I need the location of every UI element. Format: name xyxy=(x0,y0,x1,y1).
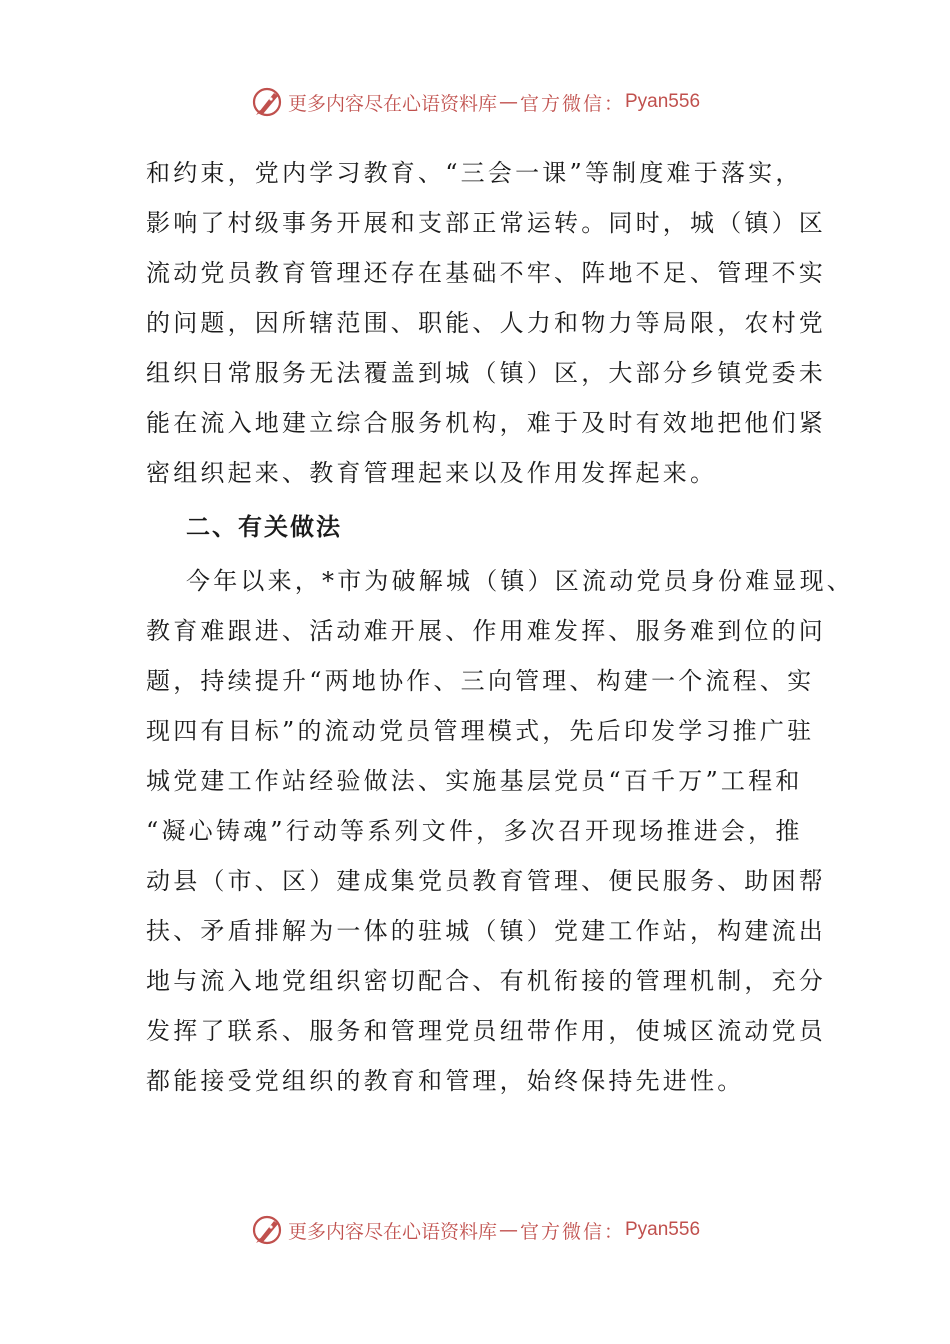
text-line: 现四有目标”的流动党员管理模式，先后印发学习推广驻 xyxy=(146,717,815,745)
text-line: 的问题，因所辖范围、职能、人力和物力等局限，农村党 xyxy=(146,309,826,337)
document-body xyxy=(146,148,854,1106)
watermark-footer xyxy=(0,1210,950,1250)
watermark-brand: 更多内容尽在心语资料库 xyxy=(287,92,497,115)
text-line: 影响了村级事务开展和支部正常运转。同时，城（镇）区 xyxy=(146,209,826,237)
watermark-separator: — xyxy=(498,1219,518,1241)
text-line: 发挥了联系、服务和管理党员纽带作用，使城区流动党员 xyxy=(146,1017,826,1045)
text-line: 流动党员教育管理还存在基础不牢、阵地不足、管理不实 xyxy=(146,259,826,287)
text-line: 都能接受党组织的教育和管理，始终保持先进性。 xyxy=(146,1067,745,1095)
watermark-wechat-id: Pyan556 xyxy=(625,91,701,112)
watermark-wechat-label: 官方微信： xyxy=(519,92,625,115)
text-line: “凝心铸魂”行动等系列文件，多次召开现场推进会，推 xyxy=(146,817,803,845)
watermark-wechat-id: Pyan556 xyxy=(625,1219,701,1240)
text-line: 和约束，党内学习教育、“三会一课”等制度难于落实， xyxy=(146,159,803,187)
text-line: 今年以来，*市为破解城（镇）区流动党员身份难显现、 xyxy=(186,567,854,595)
pen-nib-circle-icon xyxy=(250,85,284,119)
text-line: 组织日常服务无法覆盖到城（镇）区，大部分乡镇党委未 xyxy=(146,359,826,387)
text-line: 扶、矛盾排解为一体的驻城（镇）党建工作站，构建流出 xyxy=(146,917,826,945)
watermark-brand: 更多内容尽在心语资料库 xyxy=(287,1220,497,1243)
text-line: 题，持续提升“两地协作、三向管理、构建一个流程、实 xyxy=(146,667,815,695)
text-line: 密组织起来、教育管理起来以及作用发挥起来。 xyxy=(146,459,718,487)
watermark-header xyxy=(0,82,950,122)
section-heading: 二、有关做法 xyxy=(186,513,342,541)
pen-nib-circle-icon xyxy=(250,1213,284,1247)
paragraph-practices xyxy=(146,556,854,1106)
watermark-separator: — xyxy=(498,91,518,113)
text-line: 地与流入地党组织密切配合、有机衔接的管理机制，充分 xyxy=(146,967,826,995)
text-line: 教育难跟进、活动难开展、作用难发挥、服务难到位的问 xyxy=(146,617,826,645)
text-line: 能在流入地建立综合服务机构，难于及时有效地把他们紧 xyxy=(146,409,826,437)
watermark-wechat-label: 官方微信： xyxy=(519,1220,625,1243)
text-line: 城党建工作站经验做法、实施基层党员“百千万”工程和 xyxy=(146,767,803,795)
text-line: 动县（市、区）建成集党员教育管理、便民服务、助困帮 xyxy=(146,867,826,895)
paragraph-continuation xyxy=(146,148,826,498)
